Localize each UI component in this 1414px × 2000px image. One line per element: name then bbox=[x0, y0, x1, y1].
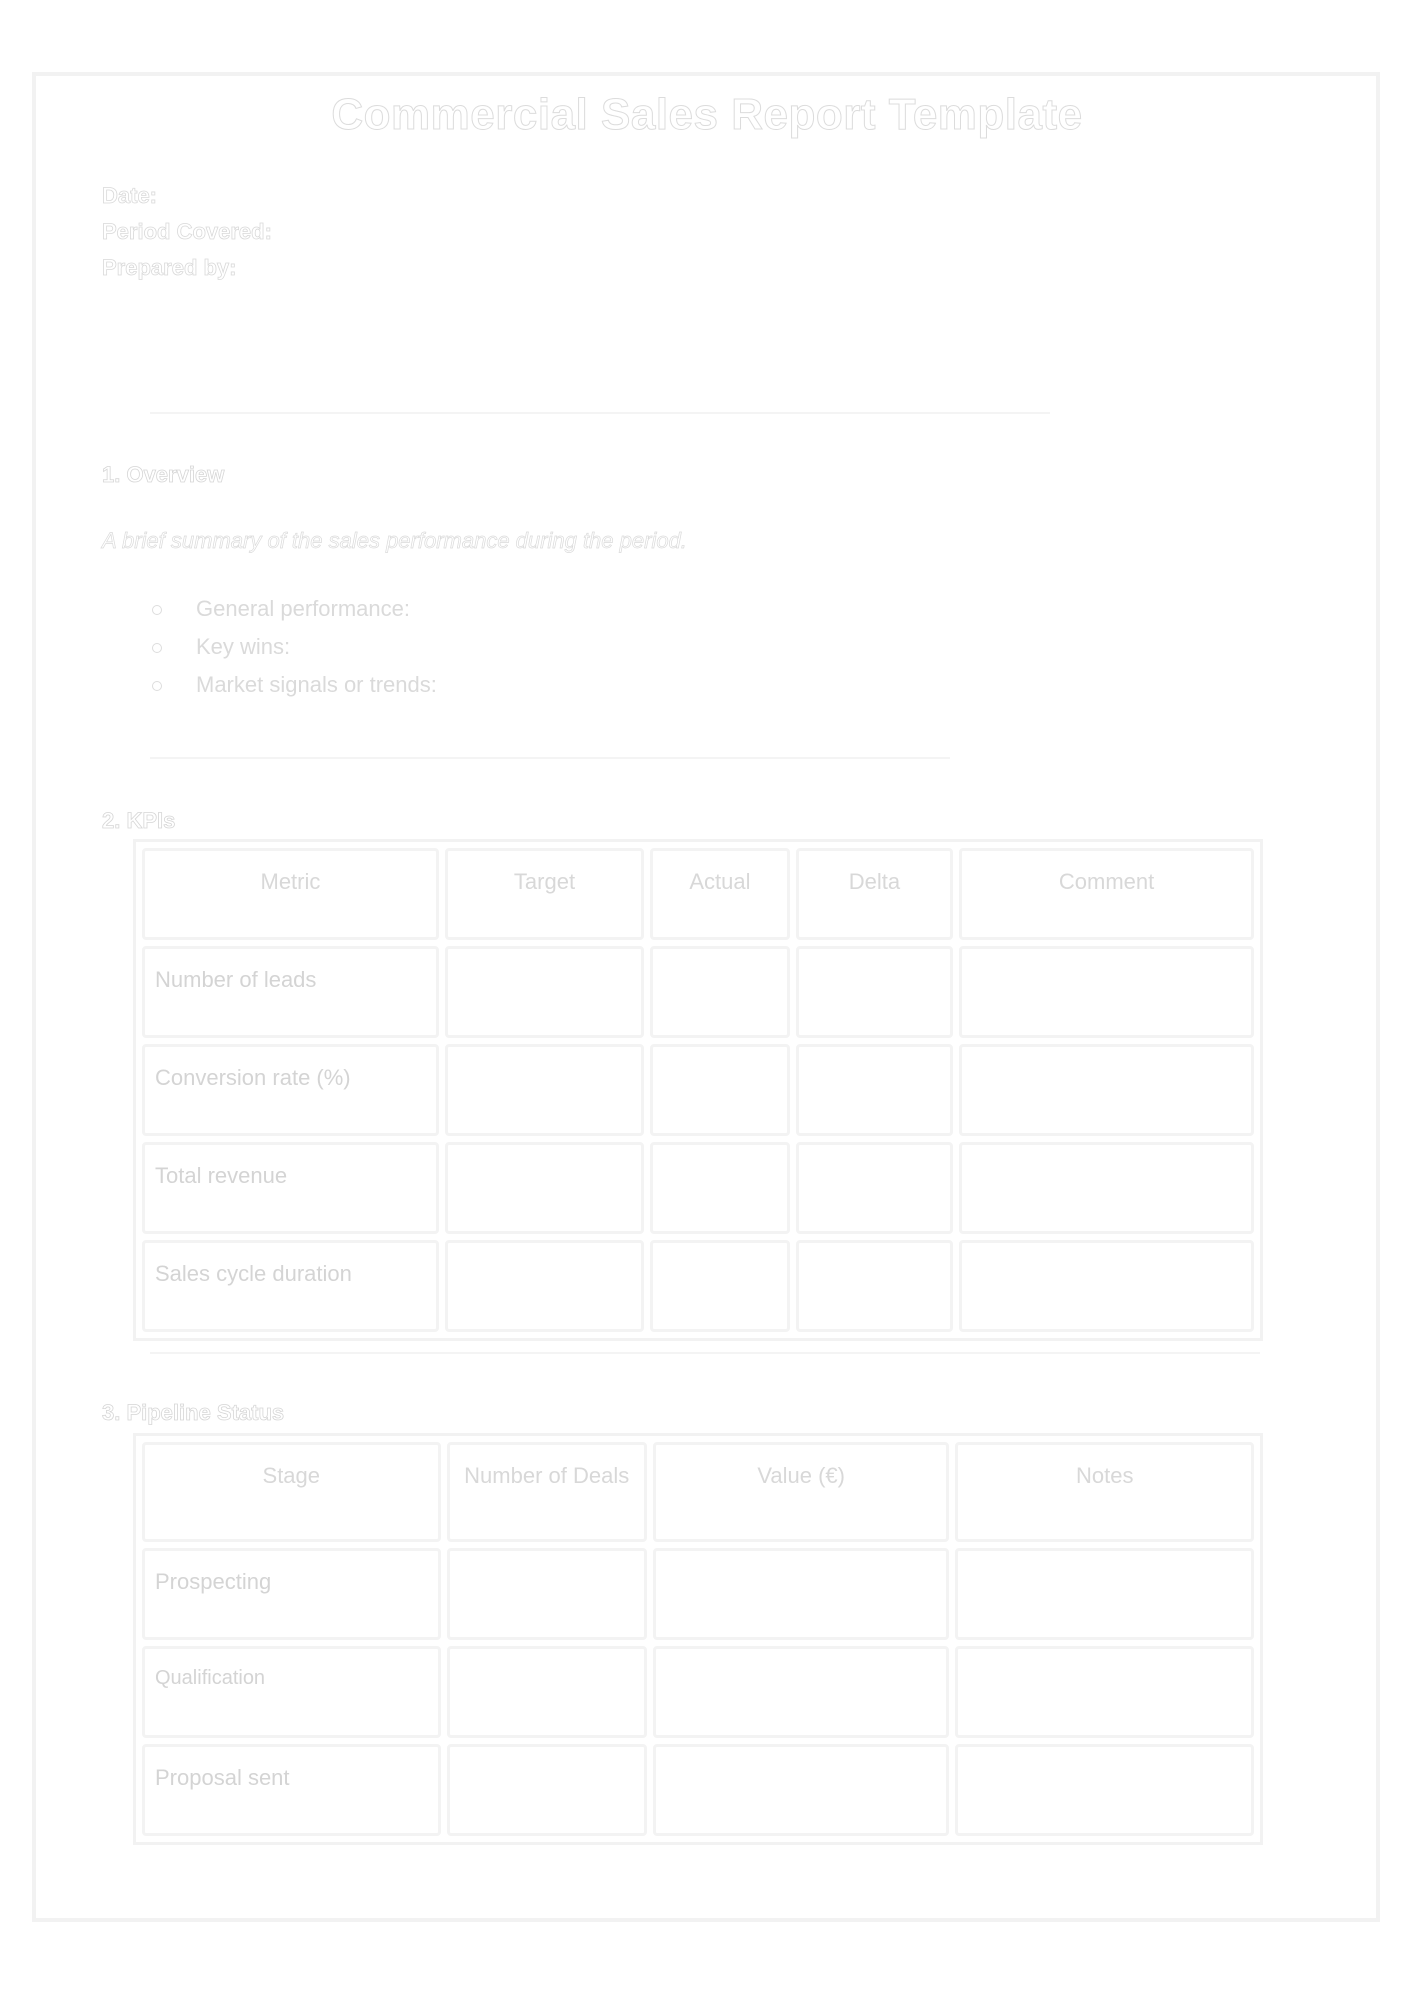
divider bbox=[150, 757, 950, 759]
pipeline-heading: 3. Pipeline Status bbox=[102, 1400, 285, 1425]
actual-cell[interactable] bbox=[650, 1142, 790, 1234]
column-header: Comment bbox=[959, 848, 1254, 940]
column-header: Value (€) bbox=[653, 1442, 950, 1542]
comment-cell[interactable] bbox=[959, 1240, 1254, 1332]
value-cell[interactable] bbox=[653, 1744, 950, 1836]
notes-cell[interactable] bbox=[955, 1744, 1254, 1836]
list-item bbox=[150, 628, 437, 666]
target-cell[interactable] bbox=[445, 1142, 644, 1234]
bullet-text: Market signals or trends: bbox=[196, 672, 437, 697]
actual-cell[interactable] bbox=[650, 946, 790, 1038]
column-header: Number of Deals bbox=[447, 1442, 647, 1542]
comment-cell[interactable] bbox=[959, 1044, 1254, 1136]
date-label: Date: bbox=[102, 183, 158, 208]
bullet-circle-icon bbox=[152, 605, 162, 615]
bullet-circle-icon bbox=[152, 681, 162, 691]
pipeline-table bbox=[133, 1433, 1263, 1845]
delta-cell[interactable] bbox=[796, 1240, 953, 1332]
kpis-heading: 2. KPIs bbox=[102, 808, 176, 833]
target-cell[interactable] bbox=[445, 1240, 644, 1332]
table-row bbox=[142, 1044, 1254, 1136]
comment-cell[interactable] bbox=[959, 946, 1254, 1038]
overview-heading-visible: 1. Overview bbox=[102, 462, 225, 487]
metric-cell: Total revenue bbox=[142, 1142, 439, 1234]
table-row bbox=[142, 1240, 1254, 1332]
value-cell[interactable] bbox=[653, 1548, 950, 1640]
actual-cell[interactable] bbox=[650, 1044, 790, 1136]
deals-cell[interactable] bbox=[447, 1646, 647, 1738]
kpi-table bbox=[133, 839, 1263, 1341]
bullet-text: General performance: bbox=[196, 596, 410, 621]
delta-cell[interactable] bbox=[796, 946, 953, 1038]
column-header: Metric bbox=[142, 848, 439, 940]
target-cell[interactable] bbox=[445, 946, 644, 1038]
metric-cell: Conversion rate (%) bbox=[142, 1044, 439, 1136]
bullet-text: Key wins: bbox=[196, 634, 291, 659]
comment-cell[interactable] bbox=[959, 1142, 1254, 1234]
column-header: Delta bbox=[796, 848, 953, 940]
overview-intro: A brief summary of the sales performance during the period. bbox=[102, 528, 687, 553]
actual-cell[interactable] bbox=[650, 1240, 790, 1332]
stage-cell: Proposal sent bbox=[142, 1744, 441, 1836]
divider bbox=[150, 412, 1050, 414]
target-cell[interactable] bbox=[445, 1044, 644, 1136]
list-item bbox=[150, 590, 437, 628]
delta-cell[interactable] bbox=[796, 1142, 953, 1234]
deals-cell[interactable] bbox=[447, 1744, 647, 1836]
stage-cell: Qualification bbox=[142, 1646, 441, 1738]
prepared-by-label: Prepared by: bbox=[102, 255, 237, 280]
metric-cell: Sales cycle duration bbox=[142, 1240, 439, 1332]
column-header: Notes bbox=[955, 1442, 1254, 1542]
notes-cell[interactable] bbox=[955, 1548, 1254, 1640]
notes-cell[interactable] bbox=[955, 1646, 1254, 1738]
metric-cell: Number of leads bbox=[142, 946, 439, 1038]
table-row bbox=[142, 946, 1254, 1038]
list-item bbox=[150, 666, 437, 704]
deals-cell[interactable] bbox=[447, 1548, 647, 1640]
period-covered-label: Period Covered: bbox=[102, 219, 272, 244]
overview-bullet-list bbox=[150, 590, 437, 704]
document-title: Commercial Sales Report Template bbox=[331, 90, 1083, 139]
table-row bbox=[142, 1142, 1254, 1234]
bullet-circle-icon bbox=[152, 643, 162, 653]
divider bbox=[150, 1352, 1260, 1354]
stage-cell: Prospecting bbox=[142, 1548, 441, 1640]
table-row bbox=[142, 1548, 1254, 1640]
table-row bbox=[142, 1646, 1254, 1738]
value-cell[interactable] bbox=[653, 1646, 950, 1738]
delta-cell[interactable] bbox=[796, 1044, 953, 1136]
column-header: Actual bbox=[650, 848, 790, 940]
column-header: Target bbox=[445, 848, 644, 940]
report-meta bbox=[102, 178, 272, 286]
table-row bbox=[142, 1744, 1254, 1836]
column-header: Stage bbox=[142, 1442, 441, 1542]
